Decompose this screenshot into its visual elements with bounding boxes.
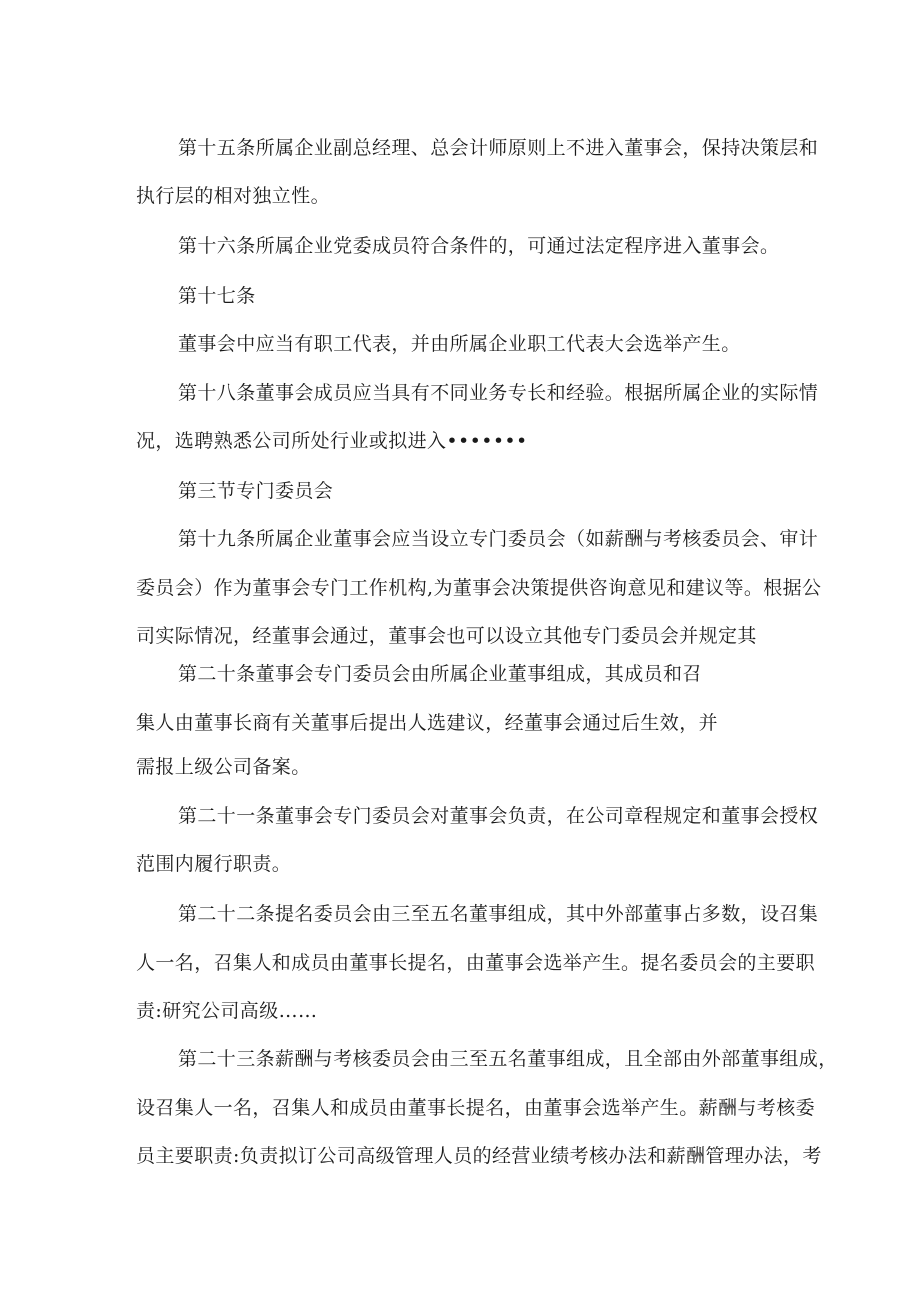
article-19-line-1: 第十九条所属企业董事会应当设立专门委员会（如薪酬与考核委员会、审计	[178, 528, 819, 550]
article-23-line-3: 员主要职责:负责拟订公司高级管理人员的经营业绩考核办法和薪酬管理办法，考	[136, 1145, 822, 1167]
article-21-line-1: 第二十一条董事会专门委员会对董事会负责，在公司章程规定和董事会授权	[178, 805, 819, 827]
article-17-body: 董事会中应当有职工代表，并由所属企业职工代表大会选举产生。	[178, 333, 741, 355]
article-22-line-3: 责:研究公司高级……	[136, 1000, 318, 1022]
article-18-line-2: 况，选聘熟悉公司所处行业或拟进入•••••••	[136, 430, 528, 452]
article-20-line-1: 第二十条董事会专门委员会由所属企业董事组成，其成员和召	[178, 663, 702, 685]
article-22-line-1: 第二十二条提名委员会由三至五名董事组成，其中外部董事占多数，设召集	[178, 903, 819, 925]
article-17-heading: 第十七条	[178, 285, 256, 307]
article-20-line-2: 集人由董事长商有关董事后提出人选建议，经董事会通过后生效，并	[136, 712, 719, 734]
article-22-line-2: 人一名，召集人和成员由董事长提名，由董事会选举产生。提名委员会的主要职	[136, 952, 816, 974]
article-21-line-2: 范围内履行职责。	[136, 853, 292, 875]
article-19-line-2: 委员会）作为董事会专门工作机构,为董事会决策提供咨询意见和建议等。根据公	[136, 577, 822, 599]
article-20-line-3: 需报上级公司备案。	[136, 756, 311, 778]
article-18-line-1: 第十八条董事会成员应当具有不同业务专长和经验。根据所属企业的实际情	[178, 382, 819, 404]
article-16-line-1: 第十六条所属企业党委成员符合条件的，可通过法定程序进入董事会。	[178, 235, 780, 257]
article-19-line-3: 司实际情况，经董事会通过，董事会也可以设立其他专门委员会并规定其	[136, 625, 757, 647]
section-3-heading: 第三节专门委员会	[178, 480, 334, 502]
article-23-line-2: 设召集人一名，召集人和成员由董事长提名，由董事会选举产生。薪酬与考核委	[136, 1097, 816, 1119]
article-15-line-1: 第十五条所属企业副总经理、总会计师原则上不进入董事会，保持决策层和	[178, 137, 819, 159]
article-15-line-2: 执行层的相对独立性。	[136, 185, 331, 207]
article-23-line-1: 第二十三条薪酬与考核委员会由三至五名董事组成，且全部由外部董事组成，	[178, 1048, 838, 1070]
